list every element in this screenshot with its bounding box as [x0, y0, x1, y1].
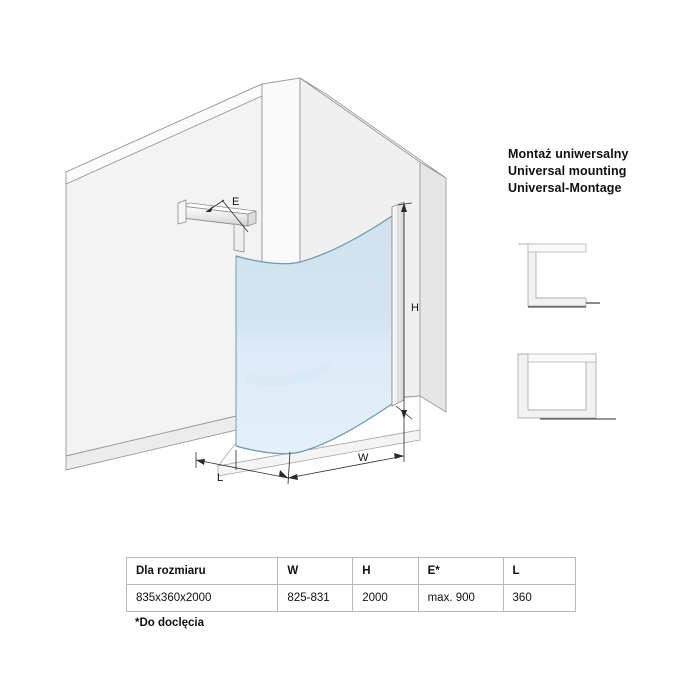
back-wall — [66, 84, 262, 470]
mounting-title-line-2: Universal mounting — [508, 164, 627, 178]
mounting-variant-2 — [518, 354, 616, 419]
table-header-row — [127, 558, 576, 585]
dimension-label-l: L — [217, 472, 224, 484]
table-header-cell-h: H — [353, 558, 418, 585]
wall-profile — [392, 202, 404, 406]
mounting-variant-1 — [518, 244, 600, 307]
mounting-title-line-1: Montaż uniwersalny — [508, 147, 629, 161]
table-header-cell-w: W — [278, 558, 353, 585]
dimension-label-e: E — [232, 196, 240, 208]
dimension-label-h: H — [411, 302, 419, 314]
mounting-title — [508, 146, 698, 197]
table-cell-h: 2000 — [353, 585, 418, 612]
table-header-cell-size: Dla rozmiaru — [127, 558, 278, 585]
specification-table — [126, 557, 576, 612]
table-cell-l: 360 — [503, 585, 575, 612]
dimension-label-w: W — [358, 452, 369, 464]
table-header-cell-e: E* — [418, 558, 503, 585]
table-cell-e: max. 900 — [418, 585, 503, 612]
table-cell-w: 825-831 — [278, 585, 353, 612]
table-cell-size: 835x360x2000 — [127, 585, 278, 612]
table-row — [127, 585, 576, 612]
table-footnote: *Do doclęcia — [135, 617, 205, 629]
table-header-cell-l: L — [503, 558, 575, 585]
mounting-title-line-3: Universal-Montage — [508, 181, 622, 195]
